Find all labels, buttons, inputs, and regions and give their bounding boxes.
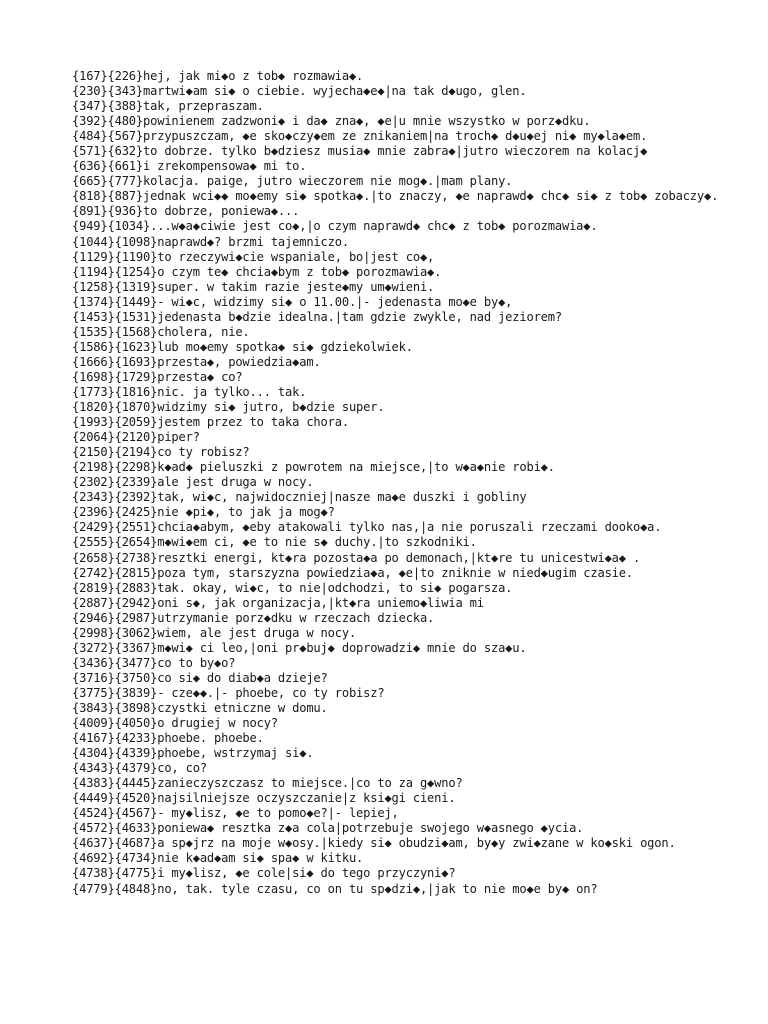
subtitle-line: {891}{936}to dobrze, poniewa◆... xyxy=(72,204,300,219)
subtitle-line: {1586}{1623}lub mo◆emy spotka◆ si◆ gdziekolwiek. xyxy=(72,339,413,354)
subtitle-line: {3843}{3898}czystki etniczne w domu. xyxy=(72,700,328,715)
subtitle-line: {2064}{2120}piper? xyxy=(72,430,200,445)
subtitle-line: {4779}{4848}no, tak. tyle czasu, co on tu sp◆dzi◆,|jak to nie mo◆e by◆ on? xyxy=(72,881,598,896)
subtitle-line: {2198}{2298}k◆ad◆ pieluszki z powrotem na miejsce,|to w◆a◆nie robi◆. xyxy=(72,460,555,475)
subtitle-line: {4009}{4050}o drugiej w nocy? xyxy=(72,716,278,731)
subtitle-line: {571}{632}to dobrze. tylko b◆dziesz musia◆ mnie zabra◆|jutro wieczorem na kolacj◆ xyxy=(72,144,648,159)
subtitle-line: {3436}{3477}co to by◆o? xyxy=(72,655,236,670)
subtitle-line: {2343}{2392}tak, wi◆c, najwidoczniej|nasze ma◆e duszki i gobliny xyxy=(72,490,527,505)
subtitle-line: {2998}{3062}wiem, ale jest druga w nocy. xyxy=(72,625,357,640)
subtitle-line: {4383}{4445}zanieczyszczasz to miejsce.|co to za g◆wno? xyxy=(72,776,463,791)
subtitle-line: {2658}{2738}resztki energi, kt◆ra pozosta◆a po demonach,|kt◆re tu unicestwi◆a◆ . xyxy=(72,550,641,565)
subtitle-line: {1453}{1531}jedenasta b◆dzie idealna.|tam gdzie zwykle, nad jeziorem? xyxy=(72,309,562,324)
subtitle-line: {347}{388}tak, przepraszam. xyxy=(72,99,264,114)
subtitle-line: {4449}{4520}najsilniejsze oczyszczanie|z ksi◆gi cieni. xyxy=(72,791,456,806)
subtitle-line: {4637}{4687}a sp◆jrz na moje w◆osy.|kiedy si◆ obudzi◆am, by◆y zwi◆zane w ko◆ski ogon. xyxy=(72,836,676,851)
subtitle-line: {4304}{4339}phoebe, wstrzymaj si◆. xyxy=(72,746,314,761)
subtitle-line: {1258}{1319}super. w takim razie jeste◆my um◆wieni. xyxy=(72,279,435,294)
subtitle-line: {2150}{2194}co ty robisz? xyxy=(72,445,250,460)
subtitle-line: {484}{567}przypuszczam, ◆e sko◆czy◆em ze znikaniem|na troch◆ d◆u◆ej ni◆ my◆la◆em. xyxy=(72,129,648,144)
subtitle-line: {1129}{1190}to rzeczywi◆cie wspaniale, bo|jest co◆, xyxy=(72,249,435,264)
subtitle-line: {2819}{2883}tak. okay, wi◆c, to nie|odchodzi, to si◆ pogarsza. xyxy=(72,580,513,595)
subtitle-line: {4692}{4734}nie k◆ad◆am si◆ spa◆ w kitku. xyxy=(72,851,364,866)
subtitle-line: {2887}{2942}oni s◆, jak organizacja,|kt◆ra uniemo◆liwia mi xyxy=(72,595,484,610)
subtitle-line: {1374}{1449}- wi◆c, widzimy si◆ o 11.00.|- jedenasta mo◆e by◆, xyxy=(72,294,513,309)
subtitle-line: {1044}{1098}naprawd◆? brzmi tajemniczo. xyxy=(72,234,349,249)
subtitle-line: {636}{661}i zrekompensowa◆ mi to. xyxy=(72,159,307,174)
subtitle-line: {4343}{4379}co, co? xyxy=(72,761,207,776)
subtitle-line: {4738}{4775}i my◆lisz, ◆e cole|si◆ do tego przyczyni◆? xyxy=(72,866,456,881)
subtitle-line: {4572}{4633}poniewa◆ resztka z◆a cola|potrzebuje swojego w◆asnego ◆ycia. xyxy=(72,821,584,836)
subtitle-line: {3716}{3750}co si◆ do diab◆a dzieje? xyxy=(72,670,328,685)
subtitle-line: {1773}{1816}nic. ja tylko... tak. xyxy=(72,384,307,399)
subtitle-line: {4167}{4233}phoebe. phoebe. xyxy=(72,731,264,746)
subtitle-line: {2946}{2987}utrzymanie porz◆dku w rzeczach dziecka. xyxy=(72,610,435,625)
subtitle-line: {167}{226}hej, jak mi◆o z tob◆ rozmawia◆. xyxy=(72,69,364,83)
subtitle-line: {2555}{2654}m◆wi◆em ci, ◆e to nie s◆ duchy.|to szkodniki. xyxy=(72,535,477,550)
subtitle-line: {3775}{3839}- cze◆◆.|- phoebe, co ty robisz? xyxy=(72,685,385,700)
subtitle-line: {1698}{1729}przesta◆ co? xyxy=(72,369,243,384)
subtitle-line: {2742}{2815}poza tym, starszyzna powiedzia◆a, ◆e|to zniknie w nied◆ugim czasie. xyxy=(72,565,633,580)
subtitle-line: {1535}{1568}cholera, nie. xyxy=(72,324,250,339)
subtitle-line: {4524}{4567}- my◆lisz, ◆e to pomo◆e?|- lepiej, xyxy=(72,806,399,821)
subtitle-line: {3272}{3367}m◆wi◆ ci leo,|oni pr◆buj◆ doprowadzi◆ mnie do sza◆u. xyxy=(72,640,527,655)
subtitle-line: {230}{343}martwi◆am si◆ o ciebie. wyjecha◆e◆|na tak d◆ugo, glen. xyxy=(72,84,527,99)
subtitle-line: {1666}{1693}przesta◆, powiedzia◆am. xyxy=(72,354,321,369)
subtitle-line: {2396}{2425}nie ◆pi◆, to jak ja mog◆? xyxy=(72,505,335,520)
subtitle-document xyxy=(72,69,752,897)
subtitle-line: {2429}{2551}chcia◆abym, ◆eby atakowali tylko nas,|a nie poruszali rzeczami dooko◆a. xyxy=(72,520,662,535)
subtitle-line: {2302}{2339}ale jest druga w nocy. xyxy=(72,475,314,490)
subtitle-line: {818}{887}jednak wci◆◆ mo◆emy si◆ spotka◆.|to znaczy, ◆e naprawd◆ chc◆ si◆ z tob◆ zobaczy◆. xyxy=(72,189,719,204)
subtitle-line: {1194}{1254}o czym te◆ chcia◆bym z tob◆ porozmawia◆. xyxy=(72,264,442,279)
subtitle-line: {1993}{2059}jestem przez to taka chora. xyxy=(72,415,349,430)
subtitle-line: {665}{777}kolacja. paige, jutro wieczorem nie mog◆.|mam plany. xyxy=(72,174,513,189)
subtitle-line: {949}{1034}...w◆a◆ciwie jest co◆,|o czym naprawd◆ chc◆ z tob◆ porozmawia◆. xyxy=(72,219,598,234)
subtitle-line: {1820}{1870}widzimy si◆ jutro, b◆dzie super. xyxy=(72,400,385,415)
subtitle-line: {392}{480}powinienem zadzwoni◆ i da◆ zna◆, ◆e|u mnie wszystko w porz◆dku. xyxy=(72,114,591,129)
